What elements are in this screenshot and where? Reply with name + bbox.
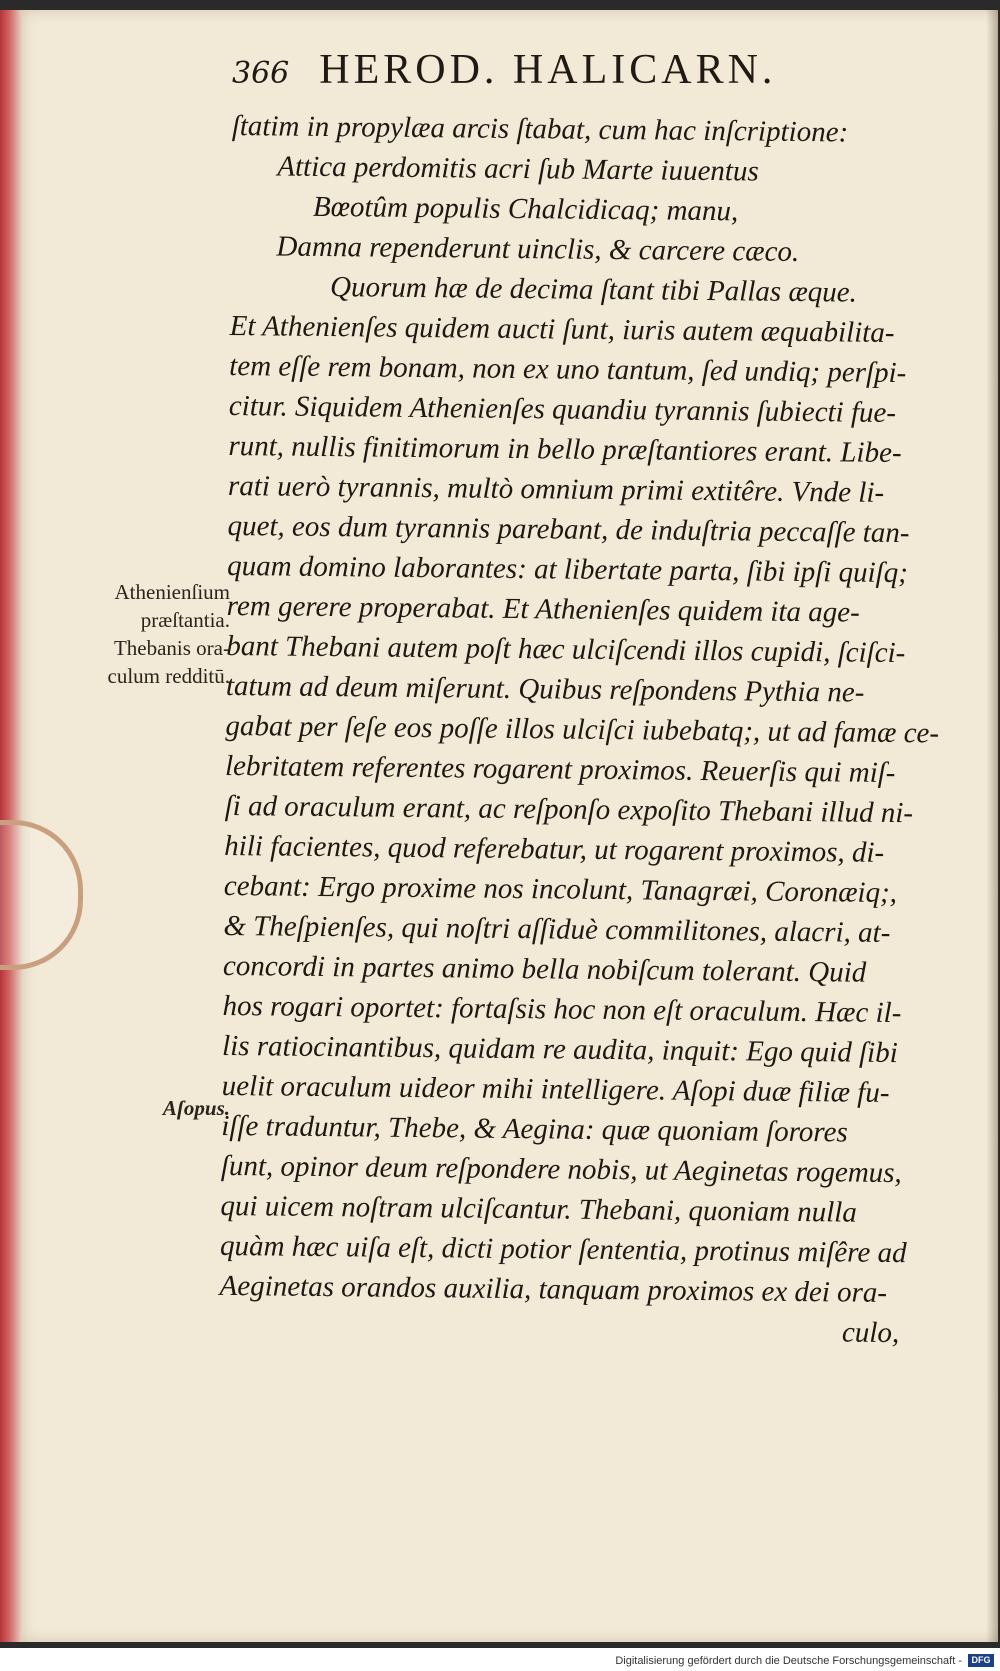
catchword: culo, — [841, 1316, 900, 1350]
text-line: tatum ad deum miſerunt. Quibus reſpondens Pythia ne- — [225, 669, 865, 709]
text-line: ſi ad oraculum erant, ac reſponſo expoſito Thebani illud ni- — [224, 789, 914, 830]
text-line: rem gerere properabat. Et Athenienſes quidem ita age- — [226, 589, 860, 629]
text-line: & Theſpienſes, qui noſtri aſſiduè commilitones, alacri, at- — [223, 909, 891, 949]
text-line: runt, nullis finitimorum in bello præſtantiores erant. Libe- — [228, 429, 902, 470]
text-line: qui uicem noſtram ulciſcantur. Thebani, quoniam nulla — [220, 1189, 857, 1229]
text-line: cebant: Ergo proxime nos incolunt, Tanagræi, Coronæiq;, — [223, 869, 898, 910]
text-line: iſſe traduntur, Thebe, & Aegina: quæ quoniam ſorores — [221, 1109, 848, 1149]
text-line: lis ratiocinantibus, quidam re audita, inquit: Ego quid ſibi — [221, 1029, 898, 1070]
text-line: Aeginetas orandos auxilia, tanquam proximos ex dei ora- — [219, 1269, 888, 1309]
dfg-logo: DFG — [968, 1654, 994, 1667]
funding-credit: Digitalisierung gefördert durch die Deutsche Forschungsgemeinschaft - — [615, 1654, 962, 1667]
text-line: quet, eos dum tyrannis parebant, de induſtria peccaſſe tan- — [227, 509, 910, 550]
text-line: gabat per ſeſe eos poſſe illos ulciſci iubebatq;, ut ad famæ ce- — [225, 709, 940, 750]
text-line: ſtatim in propylæa arcis ſtabat, cum hac inſcriptione: — [231, 109, 849, 149]
verse-line: Damna rependerunt uinclis, & carcere cæco. — [276, 230, 800, 268]
marginal-note-line: Thebanis ora- — [113, 636, 230, 660]
text-line: rati uerò tyrannis, multò omnium primi extitêre. Vnde li- — [227, 469, 885, 509]
text-line: citur. Siquidem Athenienſes quandiu tyrannis ſubiecti fue- — [228, 389, 897, 429]
marginal-note-athenians — [40, 578, 230, 690]
verse-line: Attica perdomitis acri ſub Marte iuuentus — [277, 150, 759, 188]
text-line: hili facientes, quod referebatur, ut rogarent proximos, di- — [224, 829, 885, 869]
verse-line: Quorum hæ de decima ſtant tibi Pallas æque. — [329, 271, 858, 309]
marginal-note-asopus: Aſopus. — [162, 1096, 230, 1120]
marginal-note-line: Athenienſium — [114, 580, 230, 604]
page-header — [232, 46, 922, 106]
page-number: 366 — [232, 56, 290, 91]
main-text-block — [219, 106, 1000, 1354]
text-line: ſunt, opinor deum reſpondere nobis, ut Aeginetas rogemus, — [220, 1149, 902, 1190]
text-line: hos rogari oportet: fortaſsis hoc non eſt oraculum. Hæc il- — [222, 989, 902, 1030]
text-line: lebritatem referentes rogarent proximos. Reuerſis qui miſ- — [224, 749, 896, 789]
digitization-footer — [0, 1650, 1000, 1671]
text-line: tem eſſe rem bonam, non ex uno tantum, ſed undiq; perſpi- — [229, 349, 907, 390]
text-line: bant Thebani autem poſt hæc ulciſcendi illos cupidi, ſciſci- — [226, 629, 906, 670]
text-line: quam domino laborantes: at libertate parta, ſibi ipſi quiſq; — [227, 549, 909, 590]
text-line: concordi in partes animo bella nobiſcum tolerant. Quid — [222, 949, 867, 989]
running-head: HEROD. HALICARN. — [319, 47, 777, 93]
text-line: Et Athenienſes quidem aucti ſunt, iuris autem æquabilita- — [229, 309, 895, 349]
verse-line: Bœotûm populis Chalcidicaq; manu, — [312, 190, 739, 228]
text-line: uelit oraculum uideor mihi intelligere. Aſopi duæ filiæ fu- — [221, 1069, 890, 1109]
marginal-note-line: præſtantia. — [140, 608, 230, 632]
text-line: quàm hæc uiſa eſt, dicti potior ſententia, protinus miſêre ad — [219, 1229, 907, 1270]
marginal-note-line: culum redditū. — [107, 664, 230, 688]
